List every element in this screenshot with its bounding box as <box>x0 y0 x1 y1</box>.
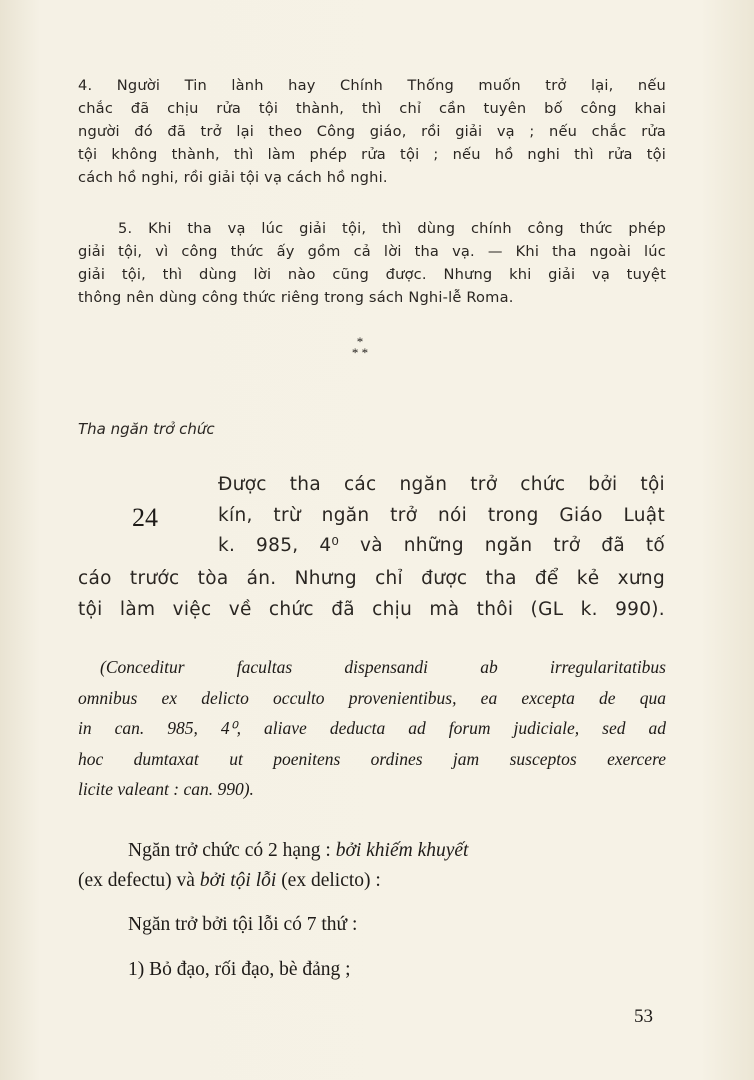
canon-line: cáo trước tòa án. Nhưng chỉ được tha để kẻ xưng <box>78 568 665 589</box>
canon-line: Được tha các ngăn trở chức bởi tội <box>218 474 665 495</box>
latin-line: in can. 985, 4⁰, aliave deducta ad forum judiciale, sed ad <box>78 718 666 738</box>
paragraph-4-line: cách hồ nghi, rồi giải tội vạ cách hồ nghi. <box>78 169 388 186</box>
impediment-intro-middle: (ex defectu) và <box>78 870 200 891</box>
canon-text-indented <box>218 470 665 562</box>
impediment-intro <box>78 836 668 896</box>
latin-line: omnibus ex delicto occulto provenientibus, ea excepta de qua <box>78 687 666 708</box>
paragraph-4-line: người đó đã trở lại theo Công giáo, rồi giải vạ ; nếu chắc rửa <box>78 123 666 140</box>
paragraph-5-line: thông nên dùng công thức riêng trong sách Nghi-lễ Roma. <box>78 289 514 306</box>
impediment-intro-italic-1: bởi khiếm khuyết <box>335 840 469 861</box>
latin-line: (Conceditur facultas dispensandi ab irregularitatibus <box>100 657 666 677</box>
paragraph-5-line: giải tội, vì công thức ấy gồm cả lời tha vạ. — Khi tha ngoài lúc <box>78 243 666 260</box>
page-number: 53 <box>634 1006 653 1027</box>
paragraph-4-line: tội không thành, thì làm phép rửa tội ; nếu hồ nghi thì rửa tội <box>78 146 666 163</box>
section-heading: Tha ngăn trở chức <box>78 420 215 438</box>
paragraph-4-line: chắc đã chịu rửa tội thành, thì chỉ cần tuyên bố công khai <box>78 100 666 117</box>
canon-text-full <box>78 564 665 625</box>
paragraph-4 <box>78 74 666 189</box>
canon-line: tội làm việc về chức đã chịu mà thôi (GL k. 990). <box>78 598 665 620</box>
canon-line: k. 985, 4⁰ và những ngăn trở đã tố <box>218 535 665 556</box>
asterism-divider <box>340 336 380 358</box>
latin-quotation <box>78 652 666 805</box>
impediment-intro-line-1 <box>78 836 668 866</box>
paragraph-5 <box>78 217 666 309</box>
sins-intro: Ngăn trở bởi tội lỗi có 7 thứ : <box>128 914 358 935</box>
impediment-intro-italic-2: bởi tội lỗi <box>199 870 277 891</box>
asterism-top: * <box>356 334 364 349</box>
impediment-intro-prefix: Ngăn trở chức có 2 hạng : <box>128 840 336 861</box>
paragraph-5-line: giải tội, thì dùng lời nào cũng được. Nhưng khi giải vạ tuyệt <box>78 266 666 283</box>
paragraph-4-line: 4. Người Tin lành hay Chính Thống muốn trở lại, nếu <box>78 77 666 94</box>
asterism-bottom: * * <box>351 345 369 360</box>
canon-number: 24 <box>132 503 158 532</box>
impediment-intro-suffix: (ex delicto) : <box>276 870 381 891</box>
latin-line: hoc dumtaxat ut poenitens ordines jam susceptos exercere <box>78 748 666 769</box>
latin-line: licite valeant : can. 990). <box>78 779 254 799</box>
list-item: 1) Bỏ đạo, rối đạo, bè đảng ; <box>128 959 351 980</box>
canon-line: kín, trừ ngăn trở nói trong Giáo Luật <box>218 504 665 526</box>
paragraph-5-line: 5. Khi tha vạ lúc giải tội, thì dùng chính công thức phép <box>118 220 666 237</box>
impediment-intro-line-2 <box>78 866 668 896</box>
